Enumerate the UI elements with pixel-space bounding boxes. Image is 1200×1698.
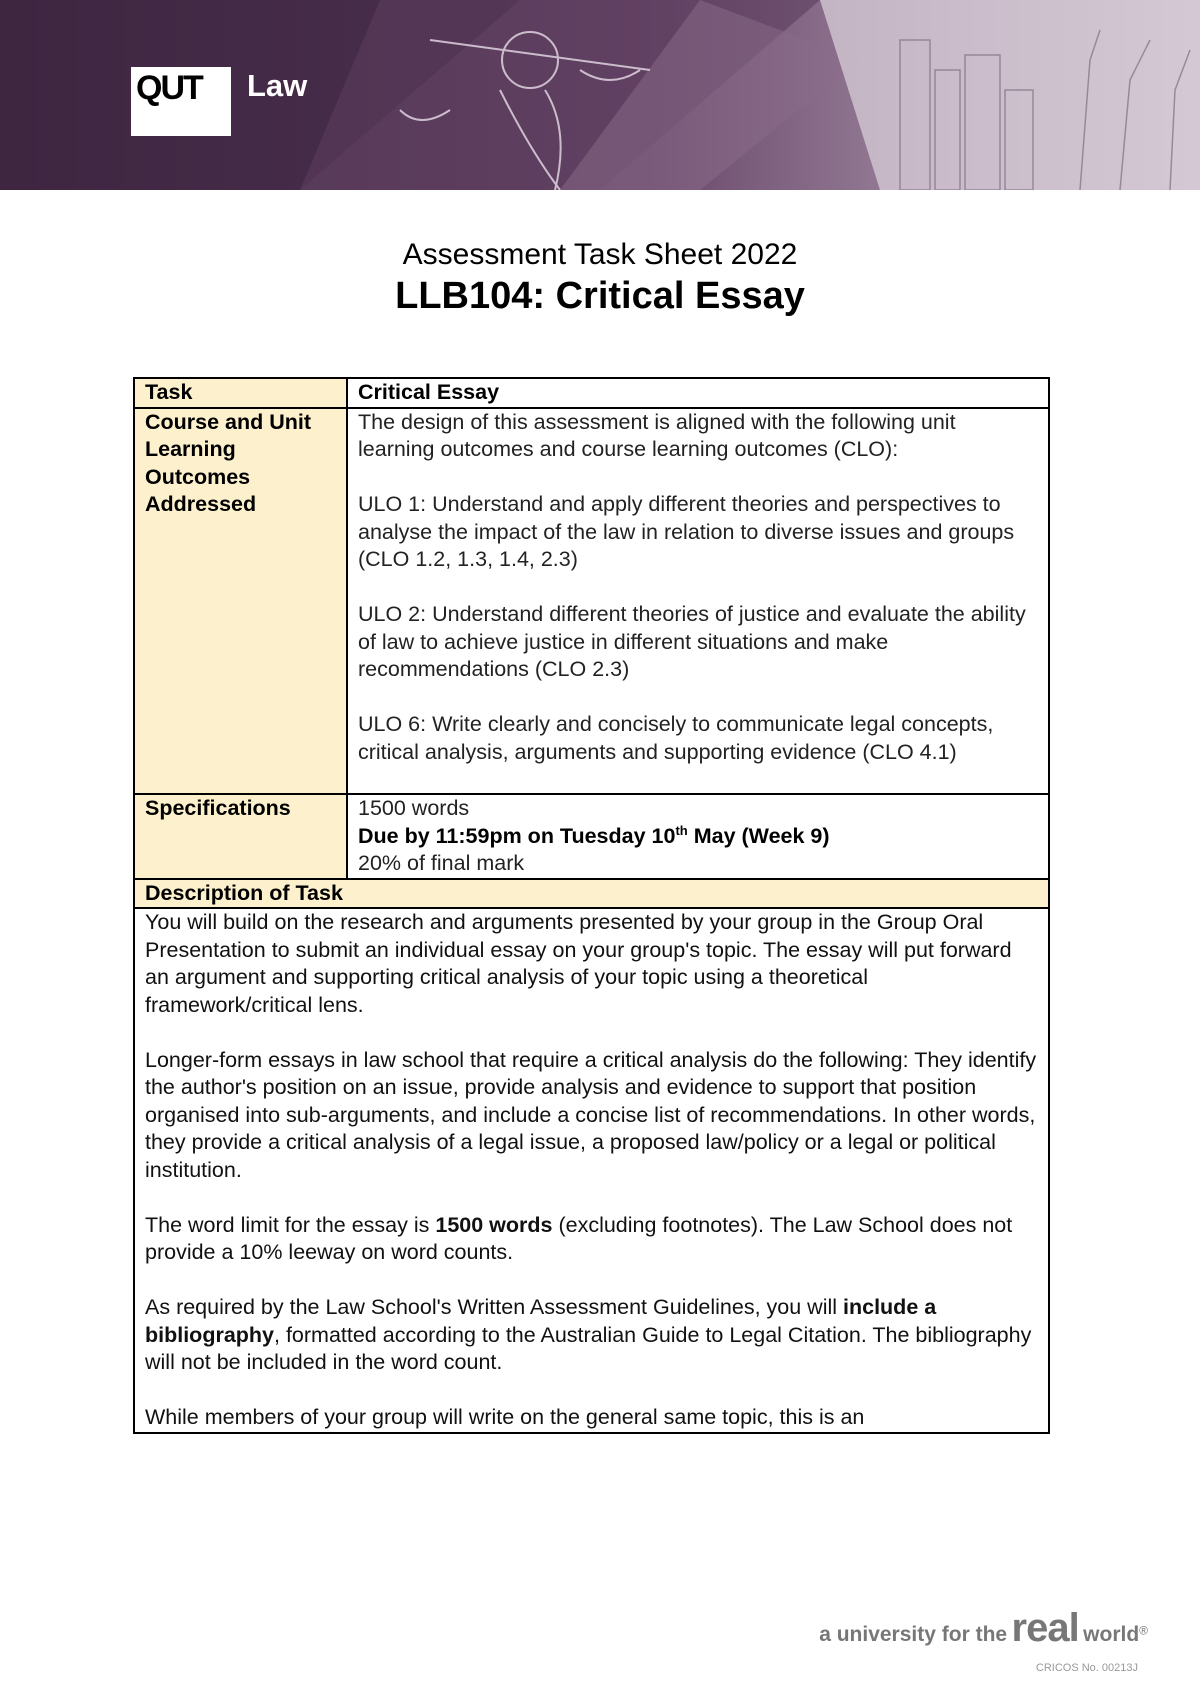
- desc-paragraph-1: You will build on the research and arguments presented by your group in the Group Oral Presentation to submit an individual essay on your group's topic. The essay will put forward an argument and supporting critical analysis of your topic using a theoretical framework/critical lens.: [145, 910, 1012, 1017]
- footer-tagline: [819, 1606, 1148, 1651]
- task-label: Task: [134, 378, 347, 408]
- footer-world: world: [1083, 1623, 1140, 1646]
- spec-due-post: May (Week 9): [687, 823, 830, 848]
- outcomes-intro: The design of this assessment is aligned with the following unit learning outcomes and course learning outcomes (CLO):: [358, 409, 956, 461]
- spec-due-pre: Due by 11:59pm on Tuesday 10: [358, 823, 676, 848]
- footer-reg: ®: [1139, 1623, 1148, 1638]
- specifications-label: Specifications: [134, 794, 347, 879]
- desc-p3-bold: 1500 words: [435, 1212, 553, 1237]
- spec-mark: 20% of final mark: [358, 851, 525, 875]
- cricos-number: CRICOS No. 00213J: [1035, 1662, 1138, 1674]
- desc-p4-c: , formatted according to the Australian Guide to Legal Citation. The bibliography will not be included in the word count.: [145, 1322, 1032, 1374]
- description-header-row: [134, 879, 1049, 909]
- footer-real: real: [1011, 1606, 1079, 1650]
- ulo-2: ULO 2: Understand different theories of justice and evaluate the ability of law to achieve justice in different situations and make recommendations (CLO 2.3): [358, 602, 1026, 681]
- desc-paragraph-4: [145, 1294, 1038, 1377]
- description-body: [134, 908, 1049, 1433]
- task-row: [134, 378, 1049, 408]
- desc-paragraph-5: While members of your group will write on the general same topic, this is an: [145, 1405, 865, 1429]
- outcomes-row: [134, 408, 1049, 795]
- task-table: [133, 377, 1050, 1434]
- task-value: Critical Essay: [347, 378, 1049, 408]
- desc-paragraph-3: [145, 1212, 1038, 1267]
- desc-paragraph-2: Longer-form essays in law school that require a critical analysis do the following: They identify the author's position on an issue, provide analysis and evidence to support that position organised into sub-arguments, and include a concise list of recommendations. In other words, they provide a critical analysis of a legal issue, a proposed law/policy or a legal or political institution.: [145, 1047, 1037, 1182]
- document-subtitle: Assessment Task Sheet 2022: [402, 238, 798, 271]
- desc-p3-a: The word limit for the essay is: [145, 1212, 436, 1237]
- desc-p3-c: (excluding footnotes). The Law School does not provide a 10% leeway on word counts.: [145, 1212, 1013, 1264]
- outcomes-label: Course and Unit Learning Outcomes Addressed: [134, 408, 347, 795]
- law-logo-text: Law: [247, 68, 308, 103]
- spec-due-sup: th: [675, 822, 688, 838]
- spec-words: 1500 words: [358, 796, 470, 820]
- qut-logo: QUT: [136, 69, 202, 107]
- description-label: Description of Task: [134, 879, 1049, 909]
- ulo-6: ULO 6: Write clearly and concisely to communicate legal concepts, critical analysis, arguments and supporting evidence (CLO 4.1): [358, 712, 994, 764]
- document-title: LLB104: Critical Essay: [395, 275, 805, 317]
- specifications-row: [134, 794, 1049, 879]
- header-banner: [0, 0, 1200, 190]
- footer-tag: a university for the: [819, 1623, 1008, 1646]
- outcomes-value: [347, 408, 1049, 795]
- spec-due-date: [358, 823, 1038, 851]
- desc-p4-a: As required by the Law School's Written Assessment Guidelines, you will: [145, 1295, 844, 1319]
- ulo-1: ULO 1: Understand and apply different theories and perspectives to analyse the impact of the law in relation to diverse issues and groups (CLO 1.2, 1.3, 1.4, 2.3): [358, 492, 1015, 571]
- specifications-value: [347, 794, 1049, 879]
- desc-p4-bold: include a bibliography: [145, 1295, 937, 1347]
- description-body-row: [134, 908, 1049, 1433]
